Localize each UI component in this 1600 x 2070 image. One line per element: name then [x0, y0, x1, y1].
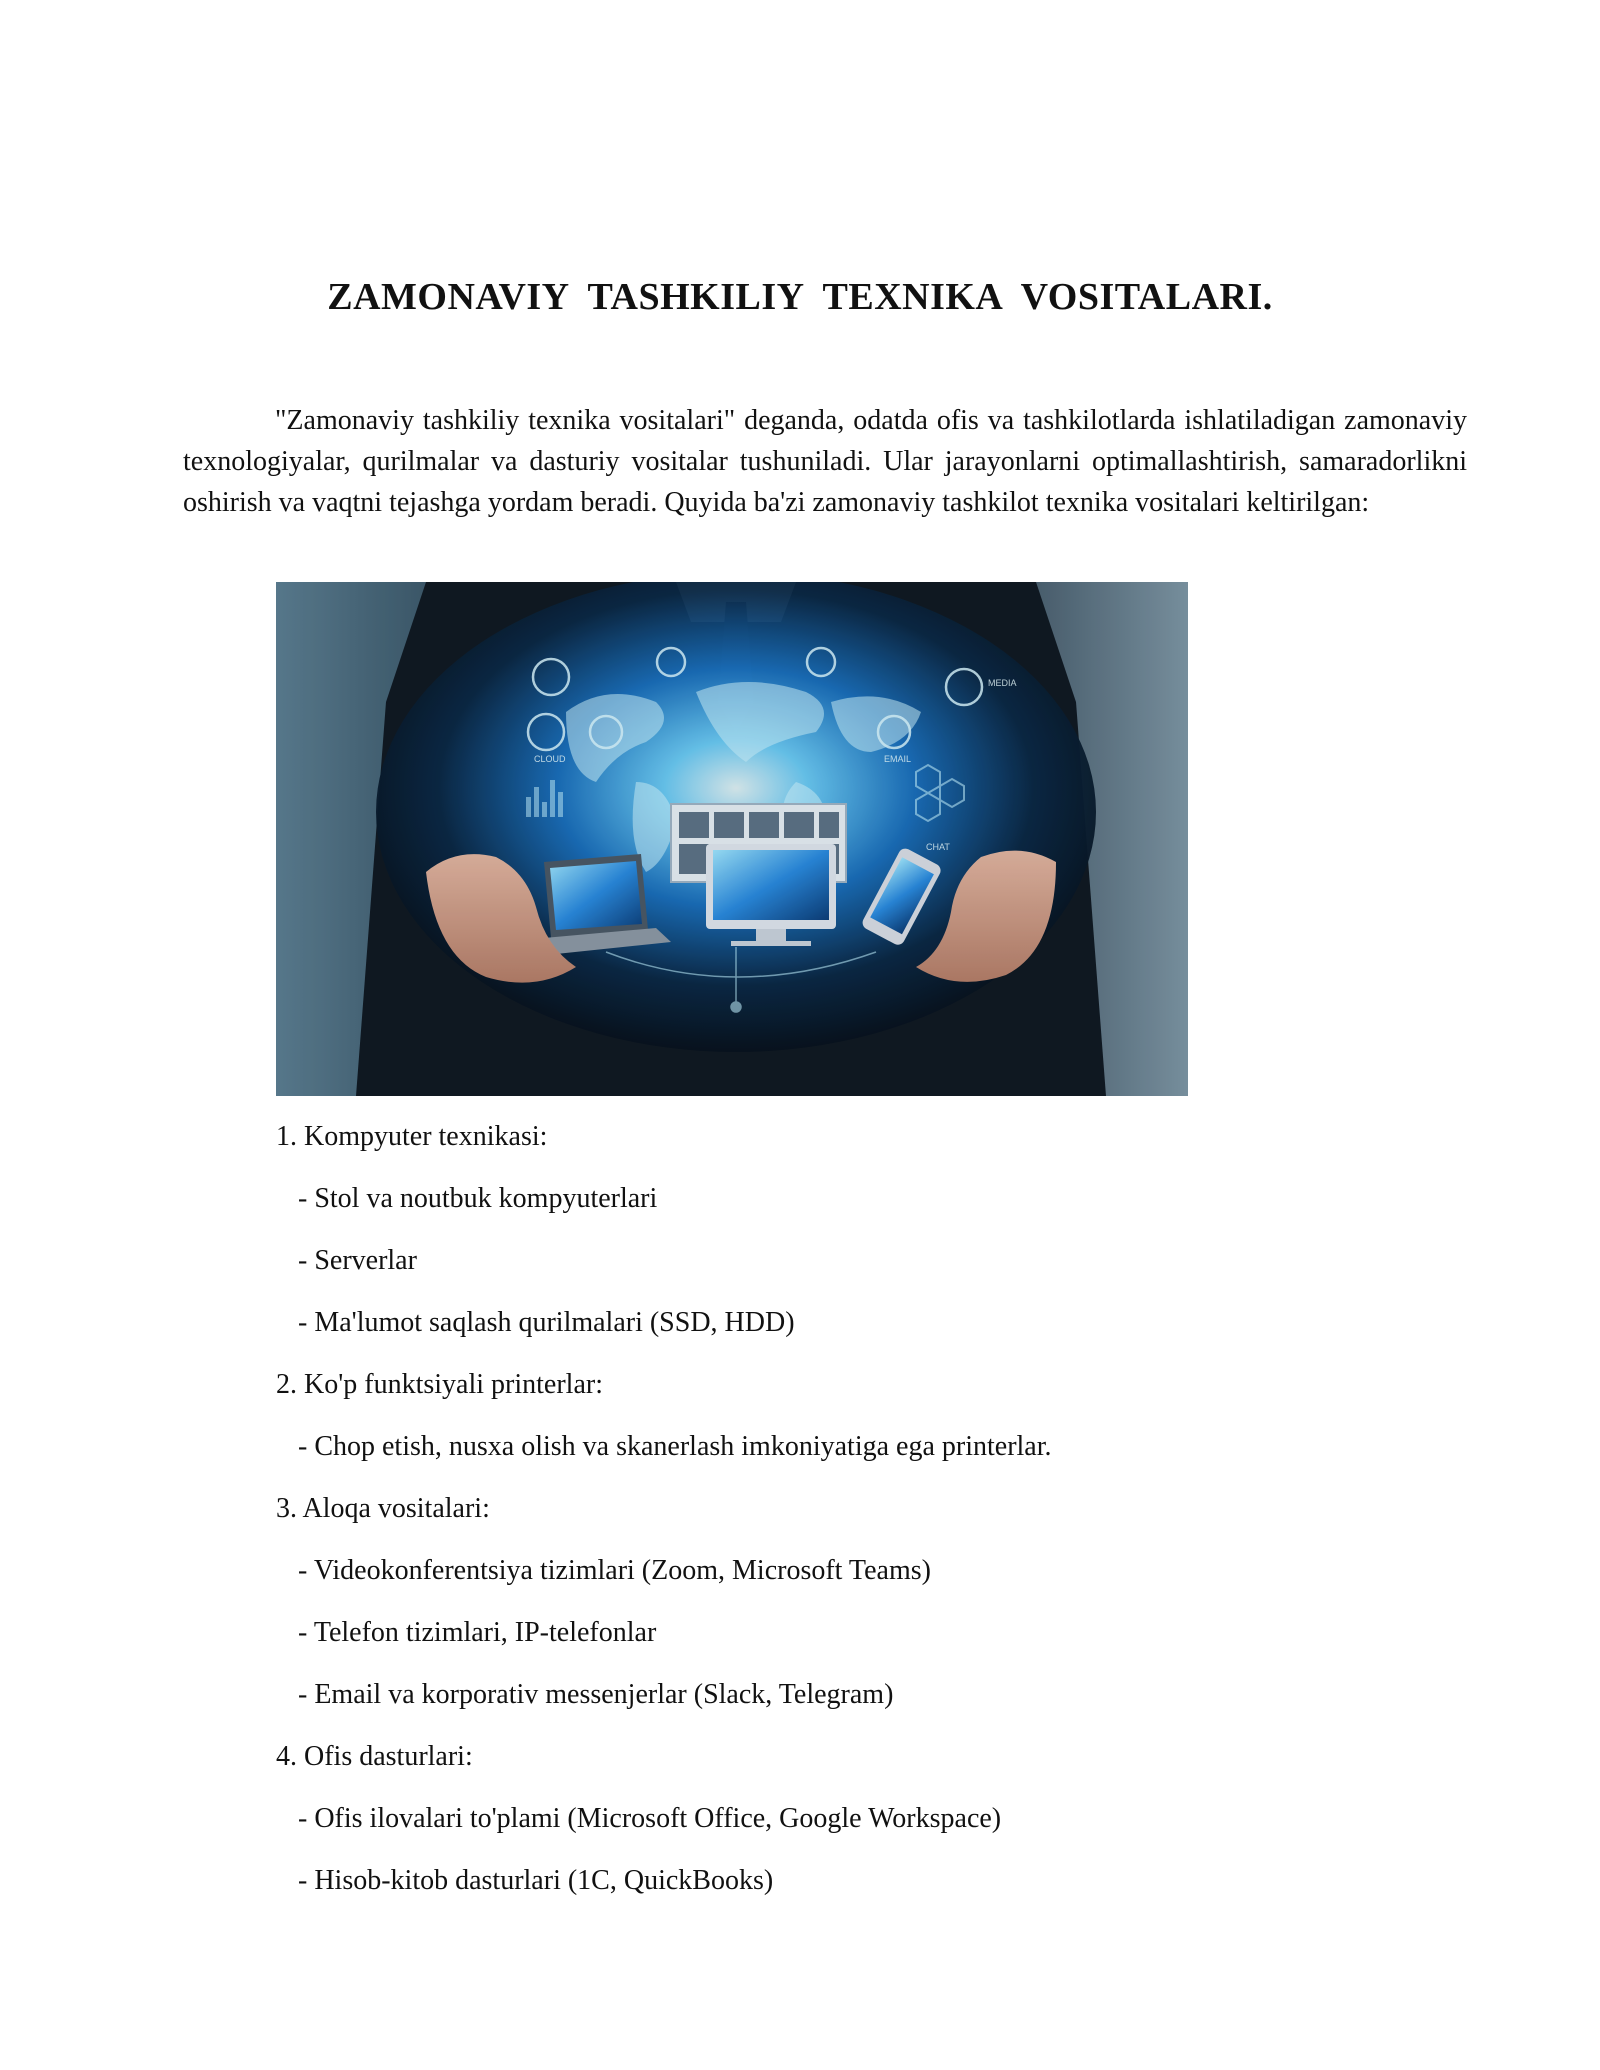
chat-label: CHAT	[926, 842, 950, 852]
page-title: ZAMONAVIY TASHKILIY TEXNIKA VOSITALARI.	[327, 276, 1273, 318]
media-label: MEDIA	[988, 678, 1017, 688]
list-item: - Telefon tizimlari, IP-telefonlar	[298, 1617, 657, 1648]
intro-paragraph: "Zamonaviy tashkiliy texnika vositalari" deganda, odatda ofis va tashkilotlarda ishlatiladigan zamonaviy texnologiyalar, qurilmalar va dasturiy vositalar tushuniladi. Ular jarayonlarni optimallashtirish, samaradorlikni oshirish va vaqtni tejashga yordam beradi. Quyida ba'zi zamonaviy tashkilot texnika vositalari keltirilgan:	[183, 405, 1467, 518]
cloud-label: CLOUD	[534, 754, 566, 764]
section-heading: 2. Ko'p funktsiyali printerlar:	[276, 1369, 603, 1400]
section-heading: 3. Aloqa vositalari:	[276, 1493, 490, 1524]
list-item: - Serverlar	[298, 1245, 417, 1276]
list-item: - Ofis ilovalari to'plami (Microsoft Office, Google Workspace)	[298, 1803, 1002, 1834]
technology-list	[276, 1115, 1476, 1921]
section-heading: 4. Ofis dasturlari:	[276, 1741, 473, 1772]
list-item: - Email va korporativ messenjerlar (Slack, Telegram)	[298, 1679, 894, 1710]
section-heading: 1. Kompyuter texnikasi:	[276, 1121, 548, 1152]
list-item: - Hisob-kitob dasturlari (1C, QuickBooks)	[298, 1865, 774, 1896]
business-technology-illustration	[276, 582, 1188, 1096]
list-item: - Ma'lumot saqlash qurilmalari (SSD, HDD)	[298, 1307, 795, 1338]
list-item: - Videokonferentsiya tizimlari (Zoom, Microsoft Teams)	[298, 1555, 931, 1586]
list-item: - Chop etish, nusxa olish va skanerlash imkoniyatiga ega printerlar.	[298, 1431, 1052, 1462]
list-item: - Stol va noutbuk kompyuterlari	[298, 1183, 658, 1214]
email-label: EMAIL	[884, 754, 912, 764]
